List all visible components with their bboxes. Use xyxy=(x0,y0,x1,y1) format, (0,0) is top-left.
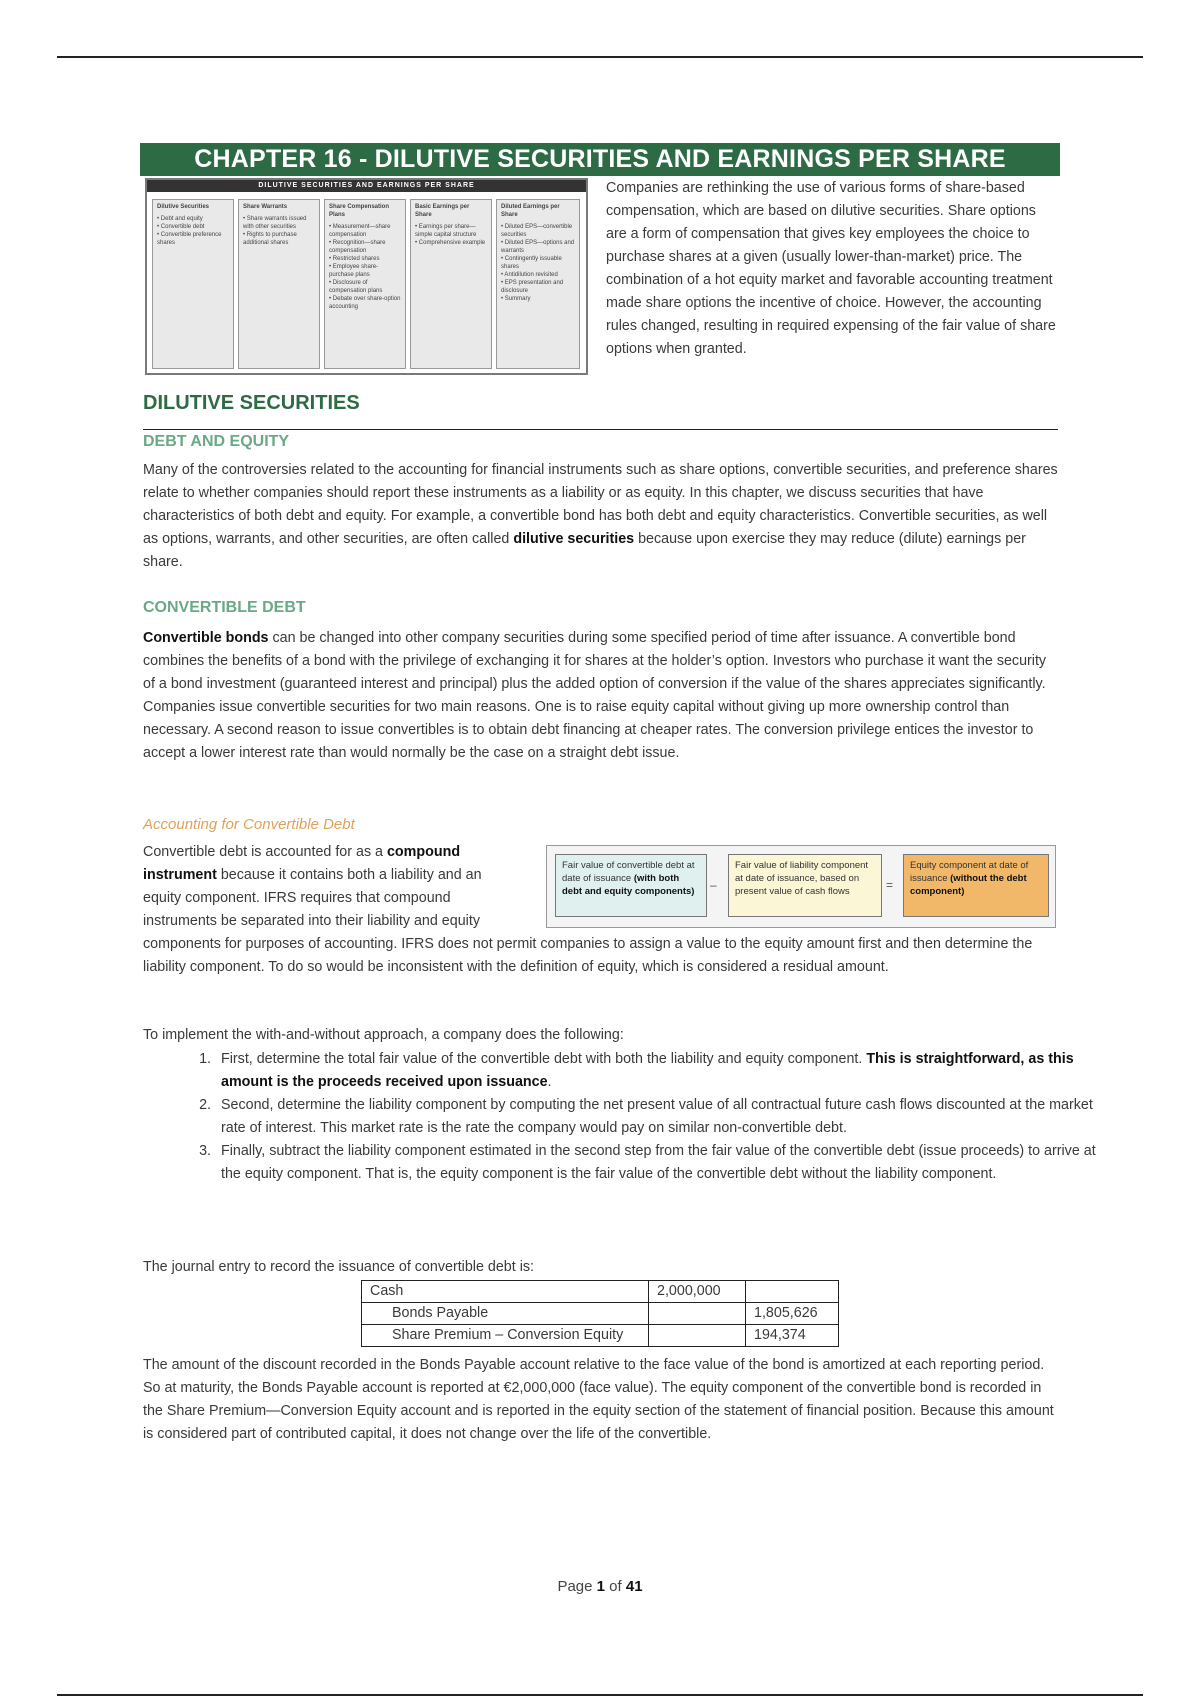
equity-component-box xyxy=(903,854,1049,917)
overview-item: • Antidilution revisited xyxy=(501,272,558,278)
chapter-title: CHAPTER 16 - DILUTIVE SECURITIES AND EARNINGS PER SHARE xyxy=(140,143,1060,176)
step-text: . xyxy=(547,1074,552,1090)
box-text: Fair value of convertible debt at date of issuance xyxy=(562,860,695,884)
minus-operator: – xyxy=(710,878,717,892)
step-text: First, determine the total fair value of the convertible debt with both the liability and equity component. xyxy=(221,1051,867,1067)
overview-item: • Diluted EPS—options and warrants xyxy=(501,240,575,254)
box-text: Equity component at date of issuance xyxy=(910,860,1029,884)
paragraph-debt-equity xyxy=(143,459,1058,574)
total-pages: 41 xyxy=(625,1578,643,1595)
paragraph-approach: To implement the with-and-without approach, a company does the following: xyxy=(143,1027,624,1043)
paragraph-compound-continued: components for purposes of accounting. IFRS does not permit companies to assign a value to the equity amount first and then determine the liability component. To do so would be inconsistent with the definition of equity, which is considered a residual amount. xyxy=(143,936,1033,975)
steps-list xyxy=(165,1048,1115,1186)
key-term: Convertible bonds xyxy=(143,630,269,646)
overview-item: • Debt and equity xyxy=(157,216,203,222)
overview-item: • Debate over share-option accounting xyxy=(329,296,401,310)
subheading-accounting: Accounting for Convertible Debt xyxy=(143,816,355,833)
section-heading: DILUTIVE SECURITIES xyxy=(143,392,360,414)
paragraph-convertible-debt xyxy=(143,627,1061,765)
intro-paragraph: Companies are rethinking the use of various forms of share-based compensation, which are based on dilutive securities. Share options are a form of compensation that gives key employees the choice to purchase shares at a given (usually lower-than-market) price. The combination of a hot equity market and favorable accounting treatment made share options the incentive of choice. However, the accounting rules changed, resulting in required expensing of the fair value of share options when granted. xyxy=(606,180,1056,357)
paragraph-discount: The amount of the discount recorded in the Bonds Payable account relative to the face value of the bond is amortized at each reporting period. So at maturity, the Bonds Payable account is reported at €2,000,000 (face value). The equity component of the convertible bond is recorded in the Share Premium—Conversion Equity account and is reported in the equity section of the statement of financial position. Because this amount is considered part of contributed capital, it does not change over the life of the convertible. xyxy=(143,1357,1054,1442)
table-row xyxy=(362,1325,839,1347)
paragraph-text: because upon exercise they may reduce (dilute) earnings per share. xyxy=(143,531,1026,570)
journal-entry-table xyxy=(361,1280,839,1347)
overview-item: • Rights to purchase additional shares xyxy=(243,232,297,246)
credit-cell xyxy=(746,1281,839,1303)
step-item: 3. Finally, subtract the liability component estimated in the second step from the fair value of the convertible debt (issue proceeds) to arrive at the equity component. That is, the equity component is the fair value of the convertible debt without the liability component. xyxy=(215,1140,1115,1186)
bottom-rule xyxy=(57,1694,1143,1696)
overview-item: • Disclosure of compensation plans xyxy=(329,280,383,294)
overview-item: • Diluted EPS—convertible securities xyxy=(501,224,573,238)
paragraph-text: Convertible debt is accounted for as a xyxy=(143,844,387,860)
overview-item: • Summary xyxy=(501,296,531,302)
table-row xyxy=(362,1303,839,1325)
overview-item: • Convertible preference shares xyxy=(157,232,222,246)
step-bold: This is straightforward, as this amount is the proceeds received upon issuance xyxy=(221,1051,1074,1090)
overview-column xyxy=(238,199,320,369)
liability-component-box xyxy=(728,854,882,917)
paragraph-text: Many of the controversies related to the accounting for financial instruments such as share options, convertible securities, and preference shares relate to whether companies should report these instruments as a liability or as equity. In this chapter, we discuss securities that have characteristics of both debt and equity. For example, a convertible bond has both debt and equity characteristics. Convertible securities, as well as options, warrants, and other securities, are often called xyxy=(143,462,1058,547)
paragraph-text: because it contains both a liability and an equity component. IFRS requires that compound instruments be separated into their liability and equity xyxy=(143,867,482,929)
debit-cell xyxy=(649,1303,746,1325)
overview-column-heading: Basic Earnings per Share xyxy=(415,204,470,218)
overview-column-heading: Share Compensation Plans xyxy=(329,204,390,218)
debit-cell: 2,000,000 xyxy=(649,1281,746,1303)
footer-text: of xyxy=(605,1578,626,1595)
overview-column-heading: Dilutive Securities xyxy=(157,204,210,210)
step-item: 2. Second, determine the liability component by computing the net present value of all contractual future cash flows discounted at the market rate of interest. This market rate is the rate the company would pay on similar non-convertible debt. xyxy=(215,1094,1115,1140)
paragraph-journal-intro: The journal entry to record the issuance of convertible debt is: xyxy=(143,1259,534,1275)
box-bold-text: (with both debt and equity components) xyxy=(562,873,695,897)
credit-cell: 194,374 xyxy=(746,1325,839,1347)
overview-column xyxy=(410,199,492,369)
key-term: dilutive securities xyxy=(513,531,635,547)
box-text: Fair value of liability component at date of issuance, based on present value of cash flows xyxy=(735,860,869,897)
key-term: compound instrument xyxy=(143,844,461,883)
overview-item: • Comprehensive example xyxy=(415,240,486,246)
overview-item: • Earnings per share—simple capital structure xyxy=(415,224,477,238)
overview-item: • Convertible debt xyxy=(157,224,205,230)
top-rule xyxy=(57,56,1143,58)
paragraph-text: can be changed into other company securities during some specified period of time after issuance. A convertible bond combines the benefits of a bond with the privilege of exchanging it for shares at the holder’s option. Investors who purchase it want the security of a bond investment (guaranteed interest and principal) plus the added option of conversion if the value of the shares appreciates significantly. Companies issue convertible securities for two main reasons. One is to raise equity capital without giving up more ownership control than necessary. A second reason to issue convertibles is to obtain debt financing at cheaper rates. The conversion privilege entices the investor to accept a lower interest rate than would normally be the case on a straight debt issue. xyxy=(143,630,1047,761)
debit-cell xyxy=(649,1325,746,1347)
overview-column xyxy=(152,199,234,369)
overview-column xyxy=(324,199,406,369)
overview-item: • EPS presentation and disclosure xyxy=(501,280,564,294)
overview-item: • Measurement—share compensation xyxy=(329,224,391,238)
paragraph-compound-instrument xyxy=(143,841,523,933)
overview-column xyxy=(496,199,580,369)
fair-value-convertible-box xyxy=(555,854,707,917)
subheading-convertible-debt: CONVERTIBLE DEBT xyxy=(143,599,306,616)
overview-header: DILUTIVE SECURITIES AND EARNINGS PER SHARE xyxy=(147,180,586,192)
overview-item: • Restricted shares xyxy=(329,256,380,262)
chapter-overview-diagram xyxy=(145,178,588,375)
table-row xyxy=(362,1281,839,1303)
overview-item: • Contingently issuable shares xyxy=(501,256,562,270)
with-without-diagram xyxy=(546,845,1056,928)
subheading-debt-equity: DEBT AND EQUITY xyxy=(143,433,290,450)
footer-text: Page xyxy=(557,1578,597,1595)
section-rule xyxy=(143,429,1058,430)
step-item xyxy=(215,1048,1115,1094)
overview-column-heading: Diluted Earnings per Share xyxy=(501,204,560,218)
equals-operator: = xyxy=(886,878,894,892)
page-number xyxy=(0,1578,1200,1595)
overview-item: • Employee share-purchase plans xyxy=(329,264,379,278)
overview-item: • Recognition—share compensation xyxy=(329,240,386,254)
overview-column-heading: Share Warrants xyxy=(243,204,288,210)
account-cell: Cash xyxy=(362,1281,649,1303)
current-page: 1 xyxy=(596,1578,605,1595)
credit-cell: 1,805,626 xyxy=(746,1303,839,1325)
account-cell: Share Premium – Conversion Equity xyxy=(362,1325,649,1347)
box-bold-text: (without the debt component) xyxy=(910,873,1027,897)
overview-item: • Share warrants issued with other securities xyxy=(243,216,307,230)
account-cell: Bonds Payable xyxy=(362,1303,649,1325)
